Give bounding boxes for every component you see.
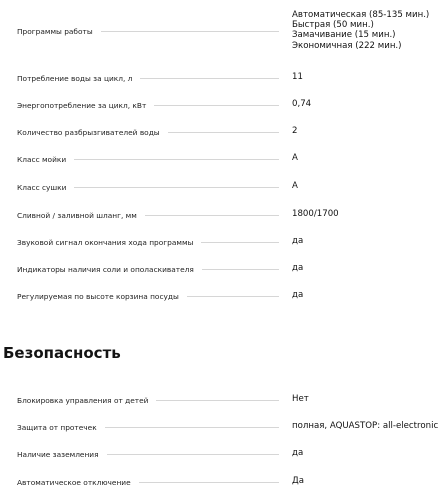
leader-line: [154, 105, 279, 106]
leader-line: [145, 215, 279, 216]
spec-value: полная, AQUASTOP: all-electronic: [292, 421, 439, 431]
spec-value: да: [292, 263, 304, 273]
spec-row-salt-indicators: [0, 263, 444, 275]
spec-row-basket: [0, 290, 444, 302]
spec-value: Да: [292, 476, 304, 486]
leader-line: [187, 296, 279, 297]
section-title-safety: Безопасность: [3, 344, 121, 362]
spec-label: Класс мойки: [17, 155, 67, 164]
leader-line: [140, 78, 279, 79]
spec-row-child-lock: [0, 394, 444, 406]
leader-line: [107, 454, 279, 455]
spec-row-sound-signal: [0, 236, 444, 248]
spec-label: Программы работы: [17, 27, 93, 36]
spec-row-water: [0, 72, 444, 84]
leader-line: [201, 242, 279, 243]
spec-value: 11: [292, 72, 303, 82]
spec-row-hose: [0, 209, 444, 221]
leader-line: [74, 159, 279, 160]
spec-value: 2: [292, 126, 298, 136]
spec-row-grounding: [0, 448, 444, 460]
spec-row-leak-protection: [0, 421, 444, 433]
spec-value: 0,74: [292, 99, 312, 109]
spec-label: Автоматическое отключение: [17, 478, 131, 487]
spec-value: да: [292, 448, 304, 458]
spec-row-programs: [0, 10, 444, 60]
spec-value-line: Автоматическая (85-135 мин.): [292, 10, 430, 20]
spec-value: [292, 10, 429, 51]
spec-value-line: Быстрая (50 мин.): [292, 20, 374, 31]
spec-label: Потребление воды за цикл, л: [17, 74, 133, 83]
spec-label: Блокировка управления от детей: [17, 396, 149, 405]
spec-label: Наличие заземления: [17, 450, 99, 459]
leader-line: [202, 269, 279, 270]
spec-label: Количество разбрызгивателей воды: [17, 128, 160, 137]
spec-value: Нет: [292, 394, 309, 404]
leader-line: [105, 427, 279, 428]
spec-value-line: Экономичная (222 мин.): [292, 40, 402, 51]
spec-value: A: [292, 181, 298, 191]
leader-line: [101, 31, 279, 32]
spec-label: Защита от протечек: [17, 423, 97, 432]
spec-row-energy: [0, 99, 444, 111]
spec-label: Индикаторы наличия соли и ополаскивателя: [17, 265, 194, 274]
spec-row-wash-class: [0, 153, 444, 165]
spec-label: Звуковой сигнал окончания хода программы: [17, 238, 194, 247]
spec-value: 1800/1700: [292, 209, 339, 219]
spec-value: да: [292, 236, 304, 246]
spec-row-sprayers: [0, 126, 444, 138]
spec-label: Регулируемая по высоте корзина посуды: [17, 292, 179, 301]
spec-value: A: [292, 153, 298, 163]
leader-line: [168, 132, 279, 133]
spec-label: Класс сушки: [17, 183, 67, 192]
leader-line: [74, 187, 279, 188]
leader-line: [139, 482, 279, 483]
spec-row-dry-class: [0, 181, 444, 193]
leader-line: [156, 400, 279, 401]
spec-label: Сливной / заливной шланг, мм: [17, 211, 137, 220]
spec-row-auto-shutoff: [0, 476, 444, 488]
spec-label: Энергопотребление за цикл, кВт: [17, 101, 147, 110]
spec-value: да: [292, 290, 304, 300]
spec-value-line: Замачивание (15 мин.): [292, 30, 396, 41]
